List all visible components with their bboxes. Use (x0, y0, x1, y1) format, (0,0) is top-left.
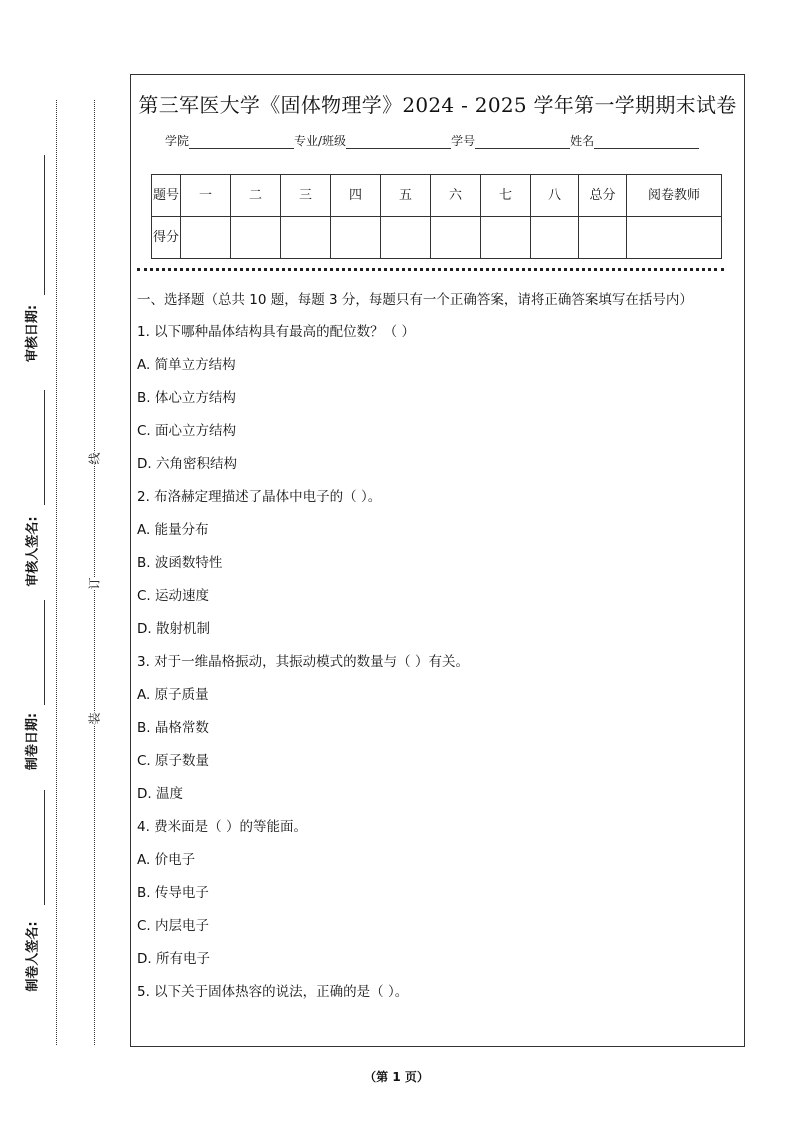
score-table (151, 174, 722, 259)
column-header: 八 (531, 175, 579, 217)
grader-cell[interactable] (627, 217, 722, 259)
score-table-header-row (152, 175, 722, 217)
column-header: 一 (181, 175, 231, 217)
question-stem: 5. 以下关于固体热容的说法，正确的是（ ）。 (137, 984, 409, 1000)
answer-option: A. 原子质量 (137, 687, 209, 703)
answer-option: A. 能量分布 (137, 522, 209, 538)
section-heading: 一、选择题（总共 10 题，每题 3 分，每题只有一个正确答案，请将正确答案填写在括号内） (137, 292, 693, 308)
column-header: 三 (281, 175, 331, 217)
score-cell[interactable] (431, 217, 481, 259)
answer-option: B. 晶格常数 (137, 720, 209, 736)
score-cell[interactable] (531, 217, 579, 259)
score-cell[interactable] (281, 217, 331, 259)
question-number-header: 题号 (152, 175, 181, 217)
binding-dotted-line (94, 100, 95, 1045)
question-stem: 1. 以下哪种晶体结构具有最高的配位数？（ ） (137, 324, 415, 340)
binding-char-bind: 装 (84, 712, 105, 724)
answer-option: C. 运动速度 (137, 588, 210, 604)
column-header: 七 (481, 175, 531, 217)
major-label: 专业/班级 (294, 134, 347, 148)
college-field[interactable] (189, 135, 294, 149)
score-cell[interactable] (381, 217, 431, 259)
answer-option: D. 散射机制 (137, 621, 210, 637)
answer-option: A. 简单立方结构 (137, 357, 236, 373)
review-date-label: 审核日期: (19, 305, 42, 362)
answer-option: D. 所有电子 (137, 951, 210, 967)
answer-option: A. 价电子 (137, 852, 196, 868)
binding-char-line: 线 (84, 452, 105, 464)
paper-date-label: 制卷日期: (19, 713, 42, 770)
question-stem: 3. 对于一维晶格振动，其振动模式的数量与（ ）有关。 (137, 654, 469, 670)
score-row-label: 得分 (152, 217, 181, 259)
answer-option: B. 波函数特性 (137, 555, 223, 571)
question-list (137, 316, 737, 1009)
column-header: 四 (331, 175, 381, 217)
grader-header: 阅卷教师 (627, 175, 722, 217)
question-stem: 4. 费米面是（ ）的等能面。 (137, 819, 307, 835)
paper-date-field-line (44, 600, 45, 705)
student-id-label: 学号 (451, 134, 476, 148)
answer-option: C. 内层电子 (137, 918, 210, 934)
student-id-field[interactable] (475, 135, 570, 149)
paper-maker-signature-label: 制卷人签名: (20, 921, 43, 991)
column-header: 二 (231, 175, 281, 217)
answer-option: B. 传导电子 (137, 885, 209, 901)
answer-option: C. 原子数量 (137, 753, 210, 769)
review-date-field-line (44, 155, 45, 295)
score-cell[interactable] (231, 217, 281, 259)
page-footer: （第 1 页） (364, 1070, 429, 1084)
name-field[interactable] (594, 135, 699, 149)
score-cell[interactable] (331, 217, 381, 259)
name-label: 姓名 (570, 134, 595, 148)
score-cell[interactable] (181, 217, 231, 259)
answer-option: D. 六角密积结构 (137, 456, 237, 472)
question-content (137, 289, 737, 1009)
reviewer-signature-field-line (44, 390, 45, 505)
paper-maker-signature-field-line (44, 790, 45, 905)
college-label: 学院 (165, 134, 190, 148)
student-info-row (165, 132, 699, 149)
reviewer-signature-label: 审核人签名: (20, 516, 43, 586)
column-header: 六 (431, 175, 481, 217)
exam-title: 第三军医大学《固体物理学》2024 - 2025 学年第一学期期末试卷 (138, 93, 737, 117)
score-table-score-row (152, 217, 722, 259)
exam-paper-frame (130, 74, 745, 1047)
total-score-cell[interactable] (579, 217, 627, 259)
binding-char-staple: 订 (84, 577, 105, 589)
section-separator (137, 268, 724, 271)
answer-option: B. 体心立方结构 (137, 390, 236, 406)
binding-margin (0, 0, 125, 1122)
answer-option: D. 温度 (137, 786, 183, 802)
total-score-header: 总分 (579, 175, 627, 217)
question-stem: 2. 布洛赫定理描述了晶体中电子的（ ）。 (137, 489, 382, 505)
column-header: 五 (381, 175, 431, 217)
answer-option: C. 面心立方结构 (137, 423, 237, 439)
margin-dotted-line (56, 100, 57, 1045)
score-cell[interactable] (481, 217, 531, 259)
major-field[interactable] (346, 135, 451, 149)
